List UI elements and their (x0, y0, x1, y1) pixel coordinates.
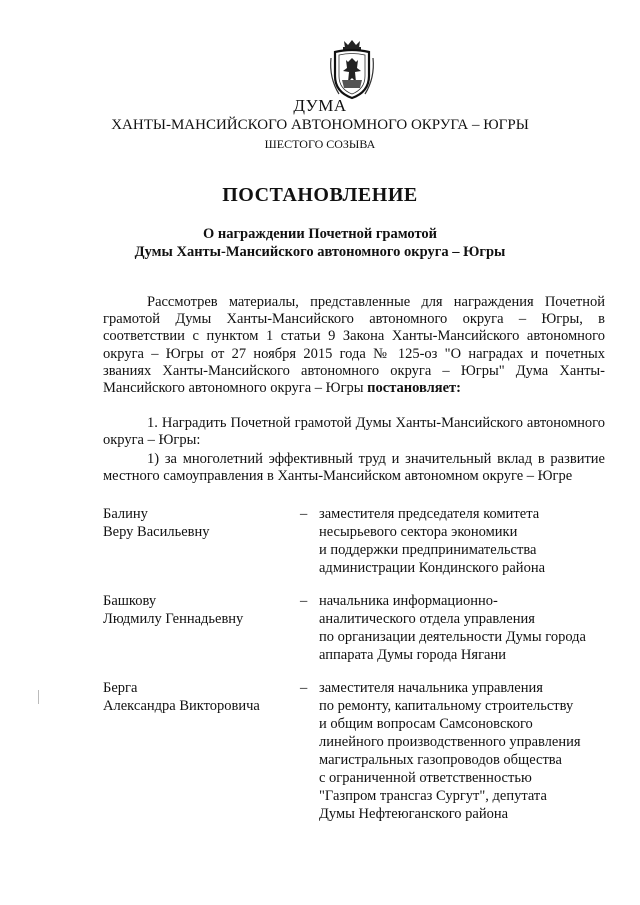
awardee-position (319, 505, 619, 577)
document-title: ПОСТАНОВЛЕНИЕ (222, 184, 418, 206)
position-line: начальника информационно- (319, 593, 498, 609)
item-1-paragraph: 1. Наградить Почетной грамотой Думы Ханты-Мансийского автономного округа – Югры: (103, 415, 605, 449)
position-line: администрации Кондинского района (319, 560, 546, 576)
awardee-given-name: Людмилу Геннадьевну (103, 611, 244, 627)
preamble-verb: постановляет: (367, 380, 461, 397)
document-subtitle-line1: О награждении Почетной грамотой (202, 226, 438, 242)
position-line: и общим вопросам Самсоновского (319, 716, 533, 732)
convocation-heading: ШЕСТОГО СОЗЫВА (264, 137, 376, 151)
scan-speck (38, 690, 39, 704)
awardee-surname: Балину (103, 506, 148, 522)
position-line: магистральных газопроводов общества (319, 752, 562, 768)
position-line: по организации деятельности Думы города (319, 629, 586, 645)
position-line: аппарата Думы города Нягани (319, 647, 506, 663)
awardee-position (319, 592, 619, 664)
position-line: линейного производственного управления (319, 734, 581, 750)
awardee-position (319, 679, 619, 823)
position-line: заместителя начальника управления (319, 680, 543, 696)
awardee-surname: Башкову (103, 593, 157, 609)
awardee-dash: – (300, 593, 308, 609)
position-line: заместителя председателя комитета (319, 506, 540, 522)
position-line: "Газпром трансгаз Сургут", депутата (319, 788, 547, 804)
awardee-given-name: Веру Васильевну (103, 524, 210, 540)
position-line: несырьевого сектора экономики (319, 524, 518, 540)
awardee-dash: – (300, 506, 308, 522)
document-subtitle-line2: Думы Ханты-Мансийского автономного округа – Югры (134, 244, 506, 260)
okrug-heading: ХАНТЫ-МАНСИЙСКОГО АВТОНОМНОГО ОКРУГА – ЮГРЫ (111, 117, 529, 133)
awardee-surname: Берга (103, 680, 138, 696)
item-1-1-paragraph: 1) за многолетний эффективный труд и значительный вклад в развитие местного самоуправления в Ханты-Мансийском автономном округе – Югре (103, 451, 605, 485)
awardee-given-name: Александра Викторовича (103, 698, 260, 714)
preamble-paragraph (103, 294, 605, 397)
position-line: с ограниченной ответственностью (319, 770, 532, 786)
position-line: по ремонту, капитальному строительству (319, 698, 574, 714)
awardee-dash: – (300, 680, 308, 696)
awardee-name (103, 592, 293, 628)
position-line: аналитического отдела управления (319, 611, 535, 627)
awardee-name (103, 505, 293, 541)
position-line: и поддержки предпринимательства (319, 542, 537, 558)
duma-heading: ДУМА (293, 96, 347, 115)
preamble-text: Рассмотрев материалы, представленные для награждения Почетной грамотой Думы Ханты-Мансийского автономного округа – Югры, в соответствии с пунктом 1 статьи 9 Закона Ханты-Мансийского автономного округа – Югры от 27 ноября 2015 года № 125-оз "О наградах и почетных званиях Ханты-Мансийского автономного округа – Югры" Дума Ханты-Мансийского автономного округа – Югры (103, 294, 605, 397)
coat-of-arms-icon (327, 38, 377, 100)
position-line: Думы Нефтеюганского района (319, 806, 509, 822)
awardee-name (103, 679, 293, 715)
